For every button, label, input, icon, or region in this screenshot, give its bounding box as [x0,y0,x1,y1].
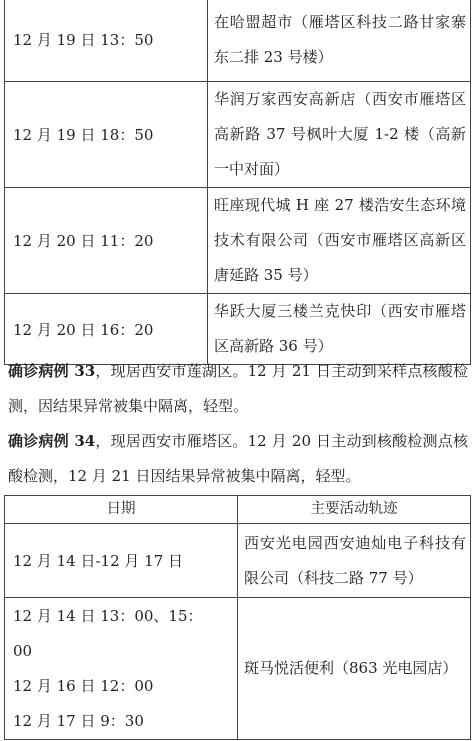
case-34-paragraph [8,424,468,494]
case-34-text: ，现居西安市雁塔区。12 月 20 日主动到核酸检测点核酸检测，12 月 21 日因结果异常被集中隔离，轻型。 [8,432,468,485]
place-cell: 华跃大厦三楼兰克快印（西安市雁塔区高新路 36 号） [208,294,471,365]
place-cell: 斑马悦活便利（863 光电园店） [238,598,471,740]
date-cell: 12 月 20 日 11：20 [5,188,208,294]
case-33-label: 确诊病例 33 [8,362,96,380]
date-line: 12 月 16 日 12：00 [13,676,154,695]
activity-table-1 [4,0,471,365]
table-row [5,598,471,740]
date-line: 12 月 14 日 13：00、15： [13,606,203,625]
date-cell: 12 月 14 日-12 月 17 日 [5,524,238,598]
activity-table-2 [4,495,471,740]
case-34-label: 确诊病例 34 [8,432,96,450]
place-cell: 旺座现代城 H 座 27 楼浩安生态环境技术有限公司（西安市雁塔区高新区唐延路 35 号） [208,188,471,294]
track-column-header: 主要活动轨迹 [238,496,471,524]
date-cell: 12 月 19 日 13：50 [5,0,208,82]
place-cell: 在哈盟超市（雁塔区科技二路甘家寨东二排 23 号楼） [208,0,471,82]
date-line: 00 [13,641,33,660]
date-column-header: 日期 [5,496,238,524]
date-line: 12 月 17 日 9：30 [13,711,144,730]
date-cell: 12 月 19 日 18：50 [5,82,208,188]
table-row [5,188,471,294]
table-row [5,524,471,598]
case-33-text: ，现居西安市莲湖区。12 月 21 日主动到采样点核酸检测，因结果异常被集中隔离，轻型。 [8,362,468,415]
table-row [5,0,471,82]
date-cell-multiline [5,598,238,740]
table-row [5,82,471,188]
place-cell: 西安光电园西安迪灿电子科技有限公司（科技二路 77 号） [238,524,471,598]
table-header-row [5,496,471,524]
date-cell: 12 月 20 日 16：20 [5,294,208,365]
place-cell: 华润万家西安高新店（西安市雁塔区高新路 37 号枫叶大厦 1-2 楼（高新一中对面） [208,82,471,188]
case-33-paragraph [8,354,468,424]
